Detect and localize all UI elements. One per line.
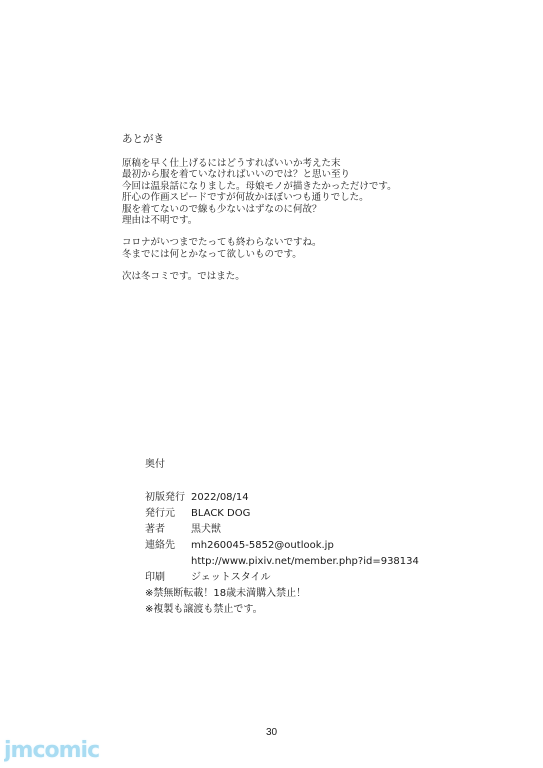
colophon-value: ジェットスタイル (191, 572, 271, 583)
afterword-paragraph-1 (122, 158, 452, 226)
contact-url: http://www.pixiv.net/member.php?id=938134 (191, 556, 419, 567)
colophon-key: 著者 (145, 524, 165, 535)
afterword-paragraph-2 (122, 237, 452, 260)
colophon-row-printer (145, 570, 475, 586)
colophon-note: ※禁無断転載！18歳未満購入禁止！ (145, 588, 307, 599)
afterword-line: 冬までには何とかなって欲しいものです。 (122, 248, 302, 260)
colophon-key: 連絡先 (145, 540, 175, 551)
contact-email: mh260045-5852@outlook.jp (191, 540, 334, 551)
afterword-heading: あとがき (122, 133, 164, 145)
colophon-section (145, 458, 475, 618)
colophon-value: 2022/08/14 (191, 492, 249, 503)
afterword-line: 服を着てないので線も少ないはずなのに何故？ (122, 203, 322, 215)
colophon-value: 黒犬獣 (191, 524, 221, 535)
colophon-row-contact (145, 538, 475, 554)
page-number: 30 (265, 727, 278, 738)
afterword-line: 次は冬コミです。ではまた。 (122, 271, 245, 283)
colophon-value: BLACK DOG (191, 508, 251, 519)
colophon-note: ※複製も譲渡も禁止です。 (145, 604, 263, 615)
afterword-line: コロナがいつまでたっても終わらないですね。 (122, 237, 322, 249)
afterword-line: 原稿を早く仕上げるにはどうすればいいか考えた末 (122, 158, 341, 169)
watermark-logo: jmcomic (4, 738, 100, 763)
colophon-row-publisher (145, 506, 475, 522)
afterword-paragraph-3 (122, 271, 452, 282)
afterword-line: 今回は温泉話になりました。母娘モノが描きたかっただけです。 (122, 180, 397, 192)
afterword-line: 理由は不明です。 (122, 215, 198, 227)
colophon-key: 発行元 (145, 508, 175, 519)
colophon-row-author (145, 522, 475, 538)
colophon-key: 初版発行 (145, 492, 185, 503)
colophon-row-url (145, 554, 475, 570)
afterword-section (122, 132, 452, 294)
colophon-title: 奥付 (145, 459, 165, 470)
colophon-row-first-edition (145, 490, 475, 506)
afterword-line: 肝心の作画スピードですが何故かほぼいつも通りでした。 (122, 192, 369, 204)
colophon-key: 印刷 (145, 572, 165, 583)
afterword-line: 最初から服を着ていなければいいのでは？と思い至り (122, 169, 351, 181)
